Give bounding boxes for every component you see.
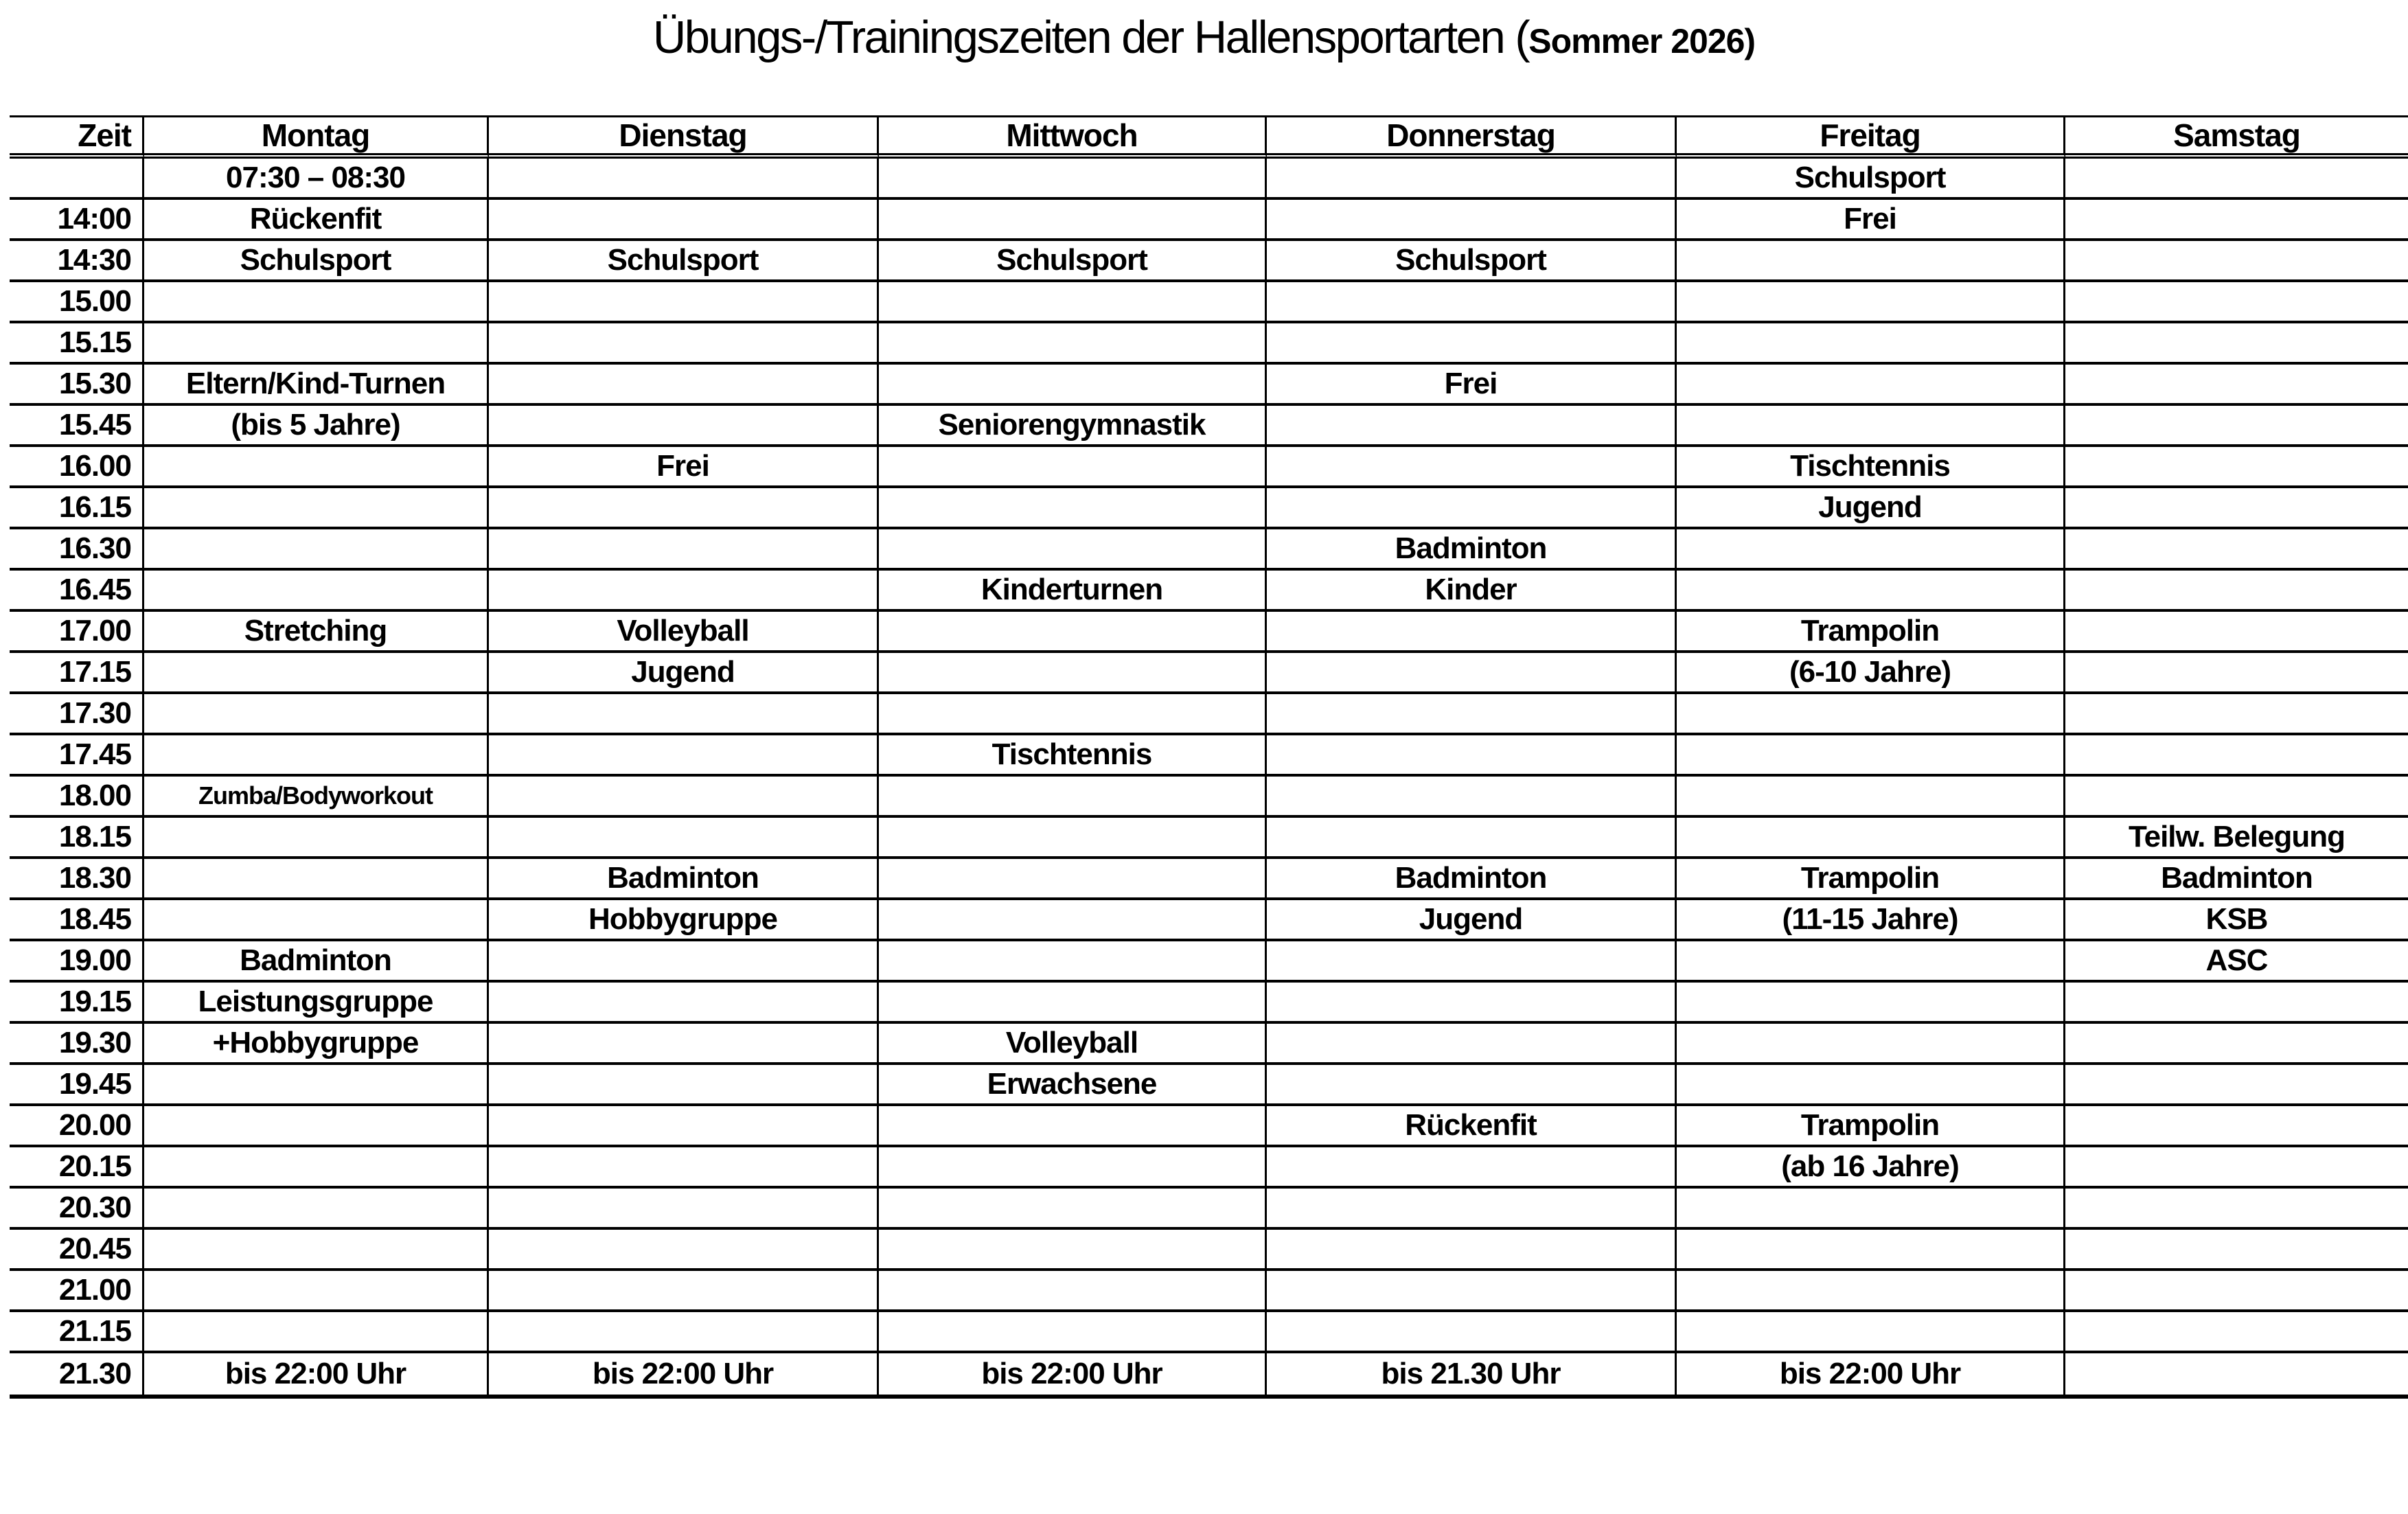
schedule-cell-mittwoch-r15 <box>879 777 1267 818</box>
schedule-cell-montag-r24 <box>144 1147 489 1189</box>
time-cell-16-15: 16.15 <box>10 488 144 529</box>
schedule-cell-montag-r16 <box>144 818 489 859</box>
schedule-cell-freitag-r6 <box>1677 406 2065 447</box>
time-cell-17-00: 17.00 <box>10 612 144 653</box>
schedule-cell-dienstag-r18: Hobbygruppe <box>489 900 879 941</box>
schedule-cell-dienstag-r2: Schulsport <box>489 241 879 282</box>
time-cell-19-30: 19.30 <box>10 1024 144 1065</box>
schedule-cell-dienstag-r21 <box>489 1024 879 1065</box>
schedule-cell-samstag-r12 <box>2065 653 2408 694</box>
schedule-cell-montag-r20: Leistungsgruppe <box>144 983 489 1024</box>
schedule-cell-samstag-r20 <box>2065 983 2408 1024</box>
time-cell-15-30: 15.30 <box>10 365 144 406</box>
time-cell-19-00: 19.00 <box>10 941 144 983</box>
col-header-montag: Montag <box>144 117 489 159</box>
schedule-cell-donnerstag-r24 <box>1267 1147 1677 1189</box>
time-cell-19-45: 19.45 <box>10 1065 144 1106</box>
schedule-cell-dienstag-r12: Jugend <box>489 653 879 694</box>
schedule-cell-mittwoch-r13 <box>879 694 1267 735</box>
col-header-zeit: Zeit <box>10 117 144 159</box>
schedule-cell-samstag-r5 <box>2065 365 2408 406</box>
schedule-cell-freitag-r7: Tischtennis <box>1677 447 2065 488</box>
schedule-cell-mittwoch-r25 <box>879 1189 1267 1230</box>
schedule-cell-montag-r6: (bis 5 Jahre) <box>144 406 489 447</box>
schedule-cell-donnerstag-r23: Rückenfit <box>1267 1106 1677 1147</box>
schedule-cell-samstag-r21 <box>2065 1024 2408 1065</box>
schedule-cell-mittwoch-r14: Tischtennis <box>879 735 1267 777</box>
schedule-cell-samstag-r4 <box>2065 323 2408 365</box>
schedule-cell-freitag-r15 <box>1677 777 2065 818</box>
schedule-cell-dienstag-r5 <box>489 365 879 406</box>
schedule-cell-montag-r3 <box>144 282 489 323</box>
schedule-cell-montag-r18 <box>144 900 489 941</box>
schedule-cell-dienstag-r15 <box>489 777 879 818</box>
schedule-cell-samstag-r2 <box>2065 241 2408 282</box>
schedule-cell-freitag-r8: Jugend <box>1677 488 2065 529</box>
schedule-cell-mittwoch-r1 <box>879 200 1267 241</box>
schedule-cell-dienstag-r27 <box>489 1271 879 1312</box>
schedule-cell-dienstag-r13 <box>489 694 879 735</box>
schedule-cell-dienstag-r3 <box>489 282 879 323</box>
schedule-cell-dienstag-r19 <box>489 941 879 983</box>
time-cell-18-00: 18.00 <box>10 777 144 818</box>
time-cell-18-15: 18.15 <box>10 818 144 859</box>
schedule-cell-mittwoch-r19 <box>879 941 1267 983</box>
schedule-cell-samstag-r28 <box>2065 1312 2408 1353</box>
schedule-cell-mittwoch-r28 <box>879 1312 1267 1353</box>
schedule-cell-samstag-r11 <box>2065 612 2408 653</box>
time-cell-15-45: 15.45 <box>10 406 144 447</box>
schedule-cell-montag-r9 <box>144 529 489 571</box>
schedule-cell-freitag-r5 <box>1677 365 2065 406</box>
schedule-cell-donnerstag-r18: Jugend <box>1267 900 1677 941</box>
time-cell-17-30: 17.30 <box>10 694 144 735</box>
schedule-cell-samstag-r1 <box>2065 200 2408 241</box>
schedule-cell-mittwoch-r17 <box>879 859 1267 900</box>
schedule-cell-mittwoch-r26 <box>879 1230 1267 1271</box>
schedule-cell-donnerstag-r19 <box>1267 941 1677 983</box>
schedule-cell-freitag-r21 <box>1677 1024 2065 1065</box>
schedule-cell-freitag-r10 <box>1677 571 2065 612</box>
schedule-cell-donnerstag-r7 <box>1267 447 1677 488</box>
schedule-cell-donnerstag-r9: Badminton <box>1267 529 1677 571</box>
schedule-cell-donnerstag-r8 <box>1267 488 1677 529</box>
schedule-cell-dienstag-r4 <box>489 323 879 365</box>
schedule-cell-dienstag-r24 <box>489 1147 879 1189</box>
schedule-cell-montag-r5: Eltern/Kind-Turnen <box>144 365 489 406</box>
schedule-cell-freitag-r14 <box>1677 735 2065 777</box>
schedule-cell-freitag-r1: Frei <box>1677 200 2065 241</box>
schedule-cell-montag-r21: +Hobbygruppe <box>144 1024 489 1065</box>
time-cell-15-00: 15.00 <box>10 282 144 323</box>
schedule-cell-mittwoch-r27 <box>879 1271 1267 1312</box>
schedule-cell-samstag-r23 <box>2065 1106 2408 1147</box>
schedule-cell-mittwoch-r10: Kinderturnen <box>879 571 1267 612</box>
schedule-cell-samstag-r17: Badminton <box>2065 859 2408 900</box>
schedule-cell-freitag-r19 <box>1677 941 2065 983</box>
schedule-cell-montag-r26 <box>144 1230 489 1271</box>
schedule-cell-mittwoch-r7 <box>879 447 1267 488</box>
schedule-cell-freitag-r20 <box>1677 983 2065 1024</box>
schedule-cell-freitag-r4 <box>1677 323 2065 365</box>
time-cell-21-15: 21.15 <box>10 1312 144 1353</box>
schedule-cell-donnerstag-r20 <box>1267 983 1677 1024</box>
schedule-cell-donnerstag-r5: Frei <box>1267 365 1677 406</box>
time-cell-20-15: 20.15 <box>10 1147 144 1189</box>
schedule-cell-samstag-r29 <box>2065 1353 2408 1395</box>
schedule-cell-donnerstag-r29: bis 21.30 Uhr <box>1267 1353 1677 1395</box>
schedule-cell-samstag-r15 <box>2065 777 2408 818</box>
schedule-cell-montag-r0: 07:30 – 08:30 <box>144 159 489 200</box>
time-cell-14-30: 14:30 <box>10 241 144 282</box>
schedule-cell-mittwoch-r23 <box>879 1106 1267 1147</box>
schedule-cell-dienstag-r20 <box>489 983 879 1024</box>
schedule-cell-freitag-r28 <box>1677 1312 2065 1353</box>
schedule-cell-samstag-r3 <box>2065 282 2408 323</box>
time-cell-19-15: 19.15 <box>10 983 144 1024</box>
schedule-cell-dienstag-r11: Volleyball <box>489 612 879 653</box>
schedule-table <box>10 115 2408 1399</box>
schedule-cell-montag-r7 <box>144 447 489 488</box>
col-header-dienstag: Dienstag <box>489 117 879 159</box>
schedule-cell-mittwoch-r11 <box>879 612 1267 653</box>
schedule-cell-freitag-r2 <box>1677 241 2065 282</box>
schedule-cell-mittwoch-r9 <box>879 529 1267 571</box>
schedule-cell-donnerstag-r0 <box>1267 159 1677 200</box>
schedule-cell-dienstag-r8 <box>489 488 879 529</box>
schedule-cell-montag-r2: Schulsport <box>144 241 489 282</box>
schedule-cell-montag-r23 <box>144 1106 489 1147</box>
schedule-cell-montag-r29: bis 22:00 Uhr <box>144 1353 489 1395</box>
page-title <box>0 11 2408 64</box>
schedule-cell-montag-r4 <box>144 323 489 365</box>
schedule-cell-mittwoch-r6: Seniorengymnastik <box>879 406 1267 447</box>
schedule-cell-mittwoch-r3 <box>879 282 1267 323</box>
schedule-cell-donnerstag-r22 <box>1267 1065 1677 1106</box>
col-header-donnerstag: Donnerstag <box>1267 117 1677 159</box>
schedule-cell-freitag-r16 <box>1677 818 2065 859</box>
schedule-cell-mittwoch-r8 <box>879 488 1267 529</box>
schedule-cell-freitag-r26 <box>1677 1230 2065 1271</box>
schedule-cell-samstag-r19: ASC <box>2065 941 2408 983</box>
schedule-cell-montag-r28 <box>144 1312 489 1353</box>
schedule-cell-donnerstag-r14 <box>1267 735 1677 777</box>
col-header-mittwoch: Mittwoch <box>879 117 1267 159</box>
schedule-cell-dienstag-r16 <box>489 818 879 859</box>
schedule-cell-montag-r13 <box>144 694 489 735</box>
schedule-cell-samstag-r13 <box>2065 694 2408 735</box>
schedule-cell-dienstag-r1 <box>489 200 879 241</box>
schedule-cell-montag-r12 <box>144 653 489 694</box>
schedule-cell-dienstag-r29: bis 22:00 Uhr <box>489 1353 879 1395</box>
schedule-cell-dienstag-r10 <box>489 571 879 612</box>
schedule-cell-donnerstag-r17: Badminton <box>1267 859 1677 900</box>
schedule-cell-mittwoch-r5 <box>879 365 1267 406</box>
schedule-cell-freitag-r27 <box>1677 1271 2065 1312</box>
schedule-cell-mittwoch-r24 <box>879 1147 1267 1189</box>
time-cell-16-45: 16.45 <box>10 571 144 612</box>
schedule-cell-mittwoch-r21: Volleyball <box>879 1024 1267 1065</box>
time-cell-15-15: 15.15 <box>10 323 144 365</box>
schedule-cell-montag-r10 <box>144 571 489 612</box>
time-cell-18-45: 18.45 <box>10 900 144 941</box>
schedule-cell-mittwoch-r0 <box>879 159 1267 200</box>
schedule-cell-dienstag-r28 <box>489 1312 879 1353</box>
schedule-cell-montag-r25 <box>144 1189 489 1230</box>
col-header-freitag: Freitag <box>1677 117 2065 159</box>
schedule-cell-samstag-r9 <box>2065 529 2408 571</box>
schedule-cell-mittwoch-r2: Schulsport <box>879 241 1267 282</box>
schedule-cell-dienstag-r7: Frei <box>489 447 879 488</box>
schedule-cell-montag-r19: Badminton <box>144 941 489 983</box>
schedule-cell-donnerstag-r4 <box>1267 323 1677 365</box>
schedule-cell-donnerstag-r27 <box>1267 1271 1677 1312</box>
page-title-main: Übungs-/Trainingszeiten der Hallensportarten ( <box>652 12 1529 63</box>
schedule-cell-donnerstag-r25 <box>1267 1189 1677 1230</box>
schedule-cell-montag-r14 <box>144 735 489 777</box>
schedule-cell-donnerstag-r21 <box>1267 1024 1677 1065</box>
time-cell-17-15: 17.15 <box>10 653 144 694</box>
schedule-cell-mittwoch-r12 <box>879 653 1267 694</box>
schedule-cell-donnerstag-r2: Schulsport <box>1267 241 1677 282</box>
schedule-cell-donnerstag-r1 <box>1267 200 1677 241</box>
time-cell-21-30: 21.30 <box>10 1353 144 1395</box>
schedule-cell-samstag-r22 <box>2065 1065 2408 1106</box>
time-cell-20-00: 20.00 <box>10 1106 144 1147</box>
schedule-cell-donnerstag-r12 <box>1267 653 1677 694</box>
schedule-cell-freitag-r22 <box>1677 1065 2065 1106</box>
schedule-cell-mittwoch-r22: Erwachsene <box>879 1065 1267 1106</box>
schedule-cell-samstag-r16: Teilw. Belegung <box>2065 818 2408 859</box>
schedule-cell-samstag-r8 <box>2065 488 2408 529</box>
schedule-cell-samstag-r6 <box>2065 406 2408 447</box>
schedule-cell-dienstag-r23 <box>489 1106 879 1147</box>
schedule-cell-samstag-r14 <box>2065 735 2408 777</box>
schedule-cell-samstag-r27 <box>2065 1271 2408 1312</box>
schedule-cell-montag-r1: Rückenfit <box>144 200 489 241</box>
schedule-cell-freitag-r3 <box>1677 282 2065 323</box>
time-cell-blank-0 <box>10 159 144 200</box>
schedule-cell-mittwoch-r16 <box>879 818 1267 859</box>
schedule-cell-donnerstag-r13 <box>1267 694 1677 735</box>
time-cell-17-45: 17.45 <box>10 735 144 777</box>
schedule-cell-freitag-r29: bis 22:00 Uhr <box>1677 1353 2065 1395</box>
schedule-cell-donnerstag-r28 <box>1267 1312 1677 1353</box>
schedule-cell-mittwoch-r4 <box>879 323 1267 365</box>
time-cell-20-45: 20.45 <box>10 1230 144 1271</box>
schedule-cell-donnerstag-r16 <box>1267 818 1677 859</box>
schedule-cell-dienstag-r22 <box>489 1065 879 1106</box>
time-cell-20-30: 20.30 <box>10 1189 144 1230</box>
schedule-cell-samstag-r7 <box>2065 447 2408 488</box>
schedule-cell-freitag-r12: (6-10 Jahre) <box>1677 653 2065 694</box>
schedule-cell-montag-r11: Stretching <box>144 612 489 653</box>
schedule-cell-dienstag-r26 <box>489 1230 879 1271</box>
schedule-cell-freitag-r25 <box>1677 1189 2065 1230</box>
schedule-cell-samstag-r24 <box>2065 1147 2408 1189</box>
schedule-cell-montag-r8 <box>144 488 489 529</box>
schedule-cell-freitag-r11: Trampolin <box>1677 612 2065 653</box>
schedule-cell-montag-r22 <box>144 1065 489 1106</box>
time-cell-21-00: 21.00 <box>10 1271 144 1312</box>
schedule-cell-donnerstag-r10: Kinder <box>1267 571 1677 612</box>
schedule-cell-dienstag-r25 <box>489 1189 879 1230</box>
schedule-cell-donnerstag-r6 <box>1267 406 1677 447</box>
schedule-cell-samstag-r18: KSB <box>2065 900 2408 941</box>
schedule-cell-freitag-r13 <box>1677 694 2065 735</box>
schedule-cell-freitag-r0: Schulsport <box>1677 159 2065 200</box>
schedule-cell-samstag-r0 <box>2065 159 2408 200</box>
schedule-cell-dienstag-r6 <box>489 406 879 447</box>
time-cell-16-00: 16.00 <box>10 447 144 488</box>
schedule-cell-dienstag-r0 <box>489 159 879 200</box>
schedule-cell-dienstag-r17: Badminton <box>489 859 879 900</box>
schedule-cell-freitag-r23: Trampolin <box>1677 1106 2065 1147</box>
schedule-cell-dienstag-r9 <box>489 529 879 571</box>
schedule-cell-mittwoch-r20 <box>879 983 1267 1024</box>
schedule-cell-montag-r17 <box>144 859 489 900</box>
schedule-cell-dienstag-r14 <box>489 735 879 777</box>
schedule-cell-samstag-r10 <box>2065 571 2408 612</box>
schedule-cell-mittwoch-r29: bis 22:00 Uhr <box>879 1353 1267 1395</box>
schedule-cell-freitag-r24: (ab 16 Jahre) <box>1677 1147 2065 1189</box>
col-header-samstag: Samstag <box>2065 117 2408 159</box>
schedule-cell-freitag-r18: (11-15 Jahre) <box>1677 900 2065 941</box>
schedule-cell-donnerstag-r3 <box>1267 282 1677 323</box>
schedule-cell-samstag-r25 <box>2065 1189 2408 1230</box>
page-title-season: Sommer 2026) <box>1528 22 1756 60</box>
schedule-cell-donnerstag-r11 <box>1267 612 1677 653</box>
time-cell-14-00: 14:00 <box>10 200 144 241</box>
schedule-cell-montag-r15: Zumba/Bodyworkout <box>144 777 489 818</box>
schedule-cell-montag-r27 <box>144 1271 489 1312</box>
time-cell-18-30: 18.30 <box>10 859 144 900</box>
schedule-cell-freitag-r17: Trampolin <box>1677 859 2065 900</box>
schedule-cell-samstag-r26 <box>2065 1230 2408 1271</box>
time-cell-16-30: 16.30 <box>10 529 144 571</box>
schedule-cell-mittwoch-r18 <box>879 900 1267 941</box>
schedule-cell-freitag-r9 <box>1677 529 2065 571</box>
schedule-cell-donnerstag-r15 <box>1267 777 1677 818</box>
schedule-cell-donnerstag-r26 <box>1267 1230 1677 1271</box>
